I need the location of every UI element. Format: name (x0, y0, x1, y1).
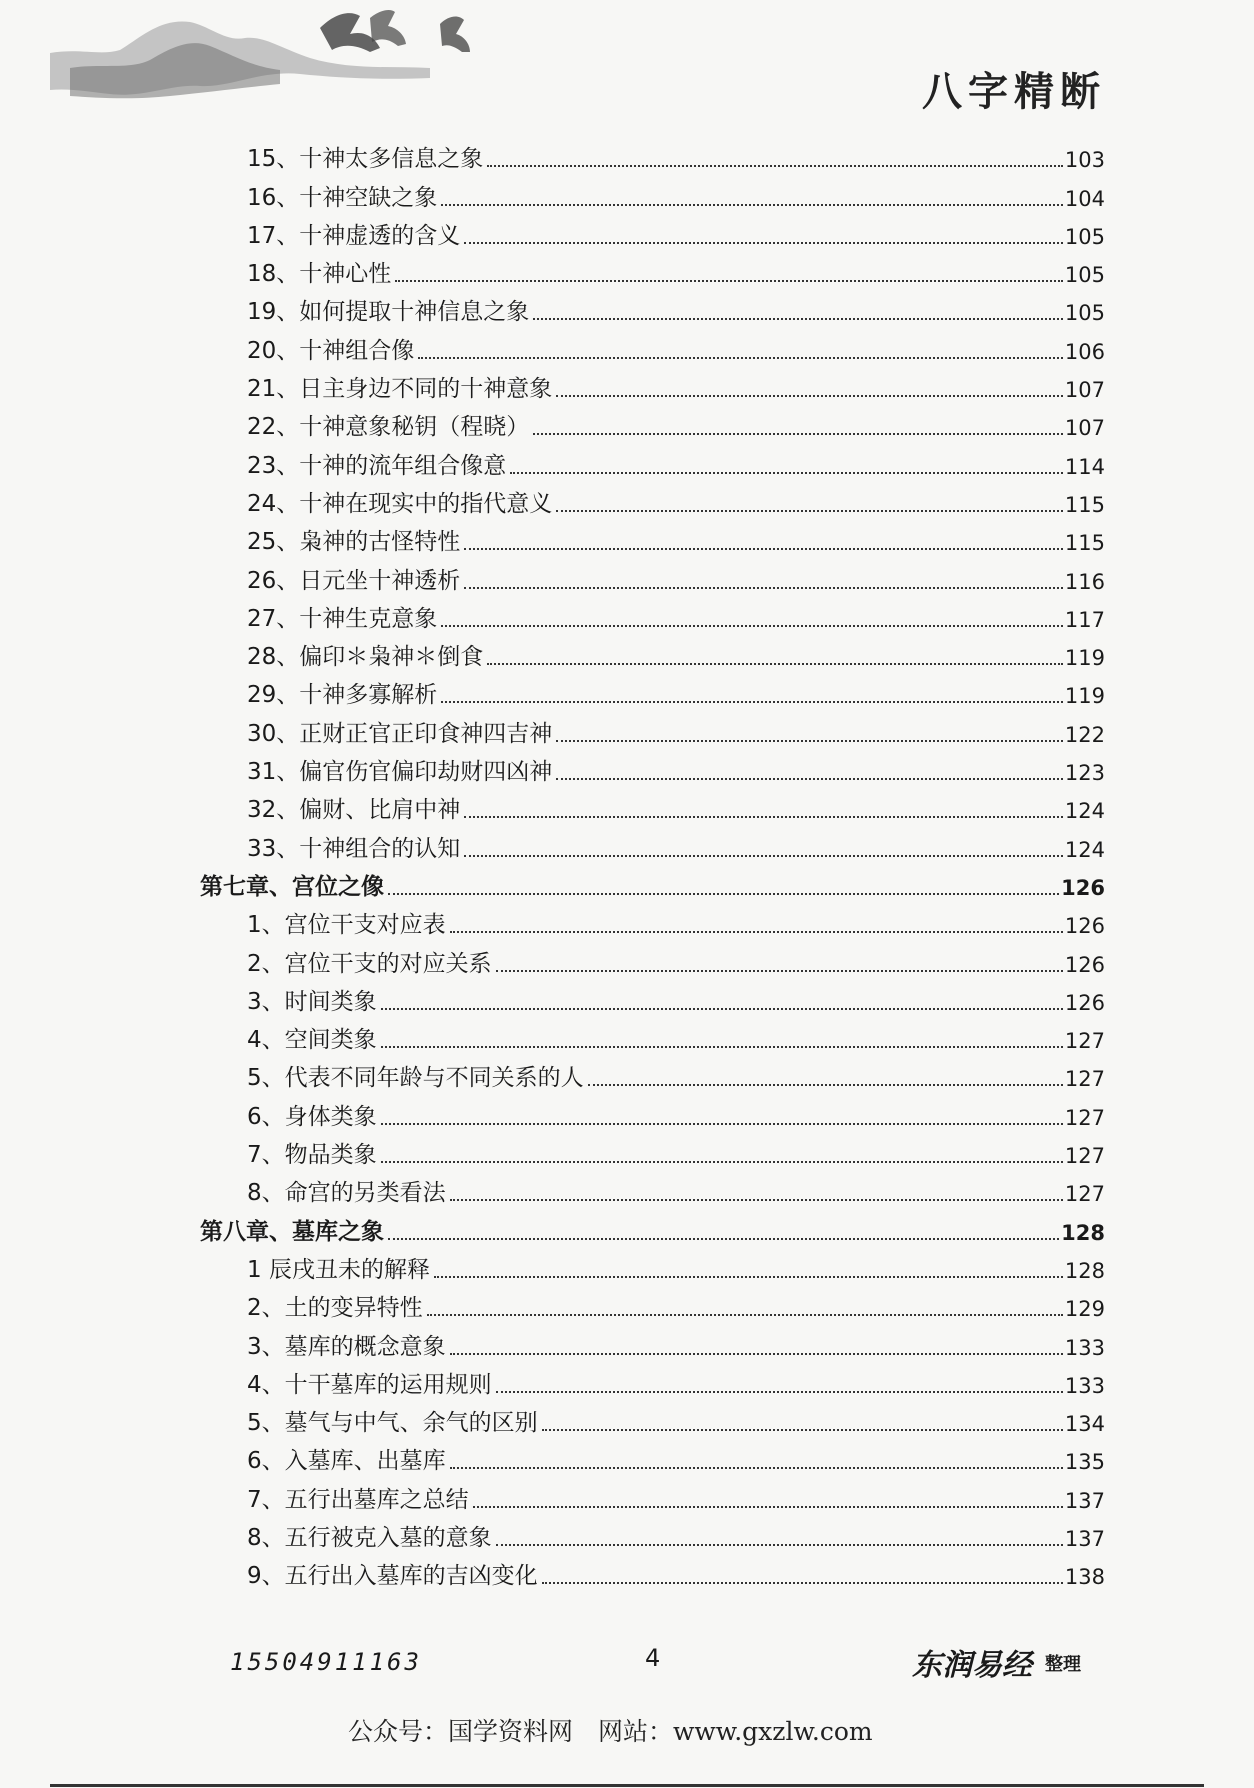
toc-entry-label: 18、十神心性 (247, 261, 392, 288)
toc-dot-leader (388, 893, 1059, 895)
toc-dot-leader (381, 1008, 1063, 1010)
toc-dot-leader (464, 855, 1063, 857)
toc-entry-row[interactable] (200, 1129, 1105, 1167)
footer-page-number: 4 (645, 1644, 661, 1672)
toc-entry-label: 17、十神虚透的含义 (247, 222, 461, 249)
toc-entry-label: 4、十干墓库的运用规则 (247, 1371, 492, 1398)
toc-entry-row[interactable] (200, 1014, 1105, 1052)
toc-page-number: 128 (1064, 1258, 1105, 1283)
toc-dot-leader (450, 1353, 1063, 1355)
toc-entry-row[interactable] (200, 1550, 1105, 1588)
toc-entry-row[interactable] (200, 1473, 1105, 1511)
footer-editor-suffix: 整理 (1045, 1654, 1081, 1675)
toc-entry-row[interactable] (200, 171, 1105, 209)
toc-entry-label: 32、偏财、比肩中神 (247, 797, 461, 824)
toc-page-number: 115 (1064, 492, 1105, 517)
toc-entry-label: 6、入墓库、出墓库 (247, 1448, 446, 1475)
toc-dot-leader (556, 778, 1063, 780)
toc-page-number: 134 (1064, 1412, 1105, 1437)
toc-chapter-row[interactable] (200, 861, 1105, 899)
toc-dot-leader (496, 1544, 1063, 1546)
toc-dot-leader (464, 242, 1063, 244)
toc-entry-label: 27、十神生克意象 (247, 605, 438, 632)
toc-page-number: 126 (1061, 875, 1105, 900)
toc-page-number: 117 (1064, 607, 1105, 632)
toc-entry-label: 2、土的变异特性 (247, 1295, 423, 1322)
toc-entry-row[interactable] (200, 1359, 1105, 1397)
toc-dot-leader (588, 1084, 1063, 1086)
toc-page-number: 105 (1064, 301, 1105, 326)
toc-entry-label: 第八章、墓库之象 (200, 1218, 384, 1245)
toc-page-number: 107 (1064, 416, 1105, 441)
toc-dot-leader (441, 701, 1063, 703)
toc-page-number: 127 (1064, 1029, 1105, 1054)
toc-entry-row[interactable] (200, 1090, 1105, 1128)
toc-page-number: 107 (1064, 378, 1105, 403)
toc-page-number: 122 (1064, 722, 1105, 747)
toc-entry-label: 5、墓气与中气、余气的区别 (247, 1410, 538, 1437)
toc-entry-label: 5、代表不同年龄与不同关系的人 (247, 1065, 584, 1092)
toc-page-number: 116 (1064, 569, 1105, 594)
toc-entry-label: 3、墓库的概念意象 (247, 1333, 446, 1360)
toc-dot-leader (510, 472, 1063, 474)
toc-dot-leader (542, 1582, 1063, 1584)
book-title: 八字精断 (922, 68, 1106, 115)
toc-dot-leader (464, 816, 1063, 818)
toc-dot-leader (388, 1238, 1059, 1240)
toc-entry-row[interactable] (200, 133, 1105, 171)
toc-entry-label: 28、偏印＊枭神＊倒食 (247, 644, 484, 671)
toc-page-number: 119 (1064, 684, 1105, 709)
toc-entry-label: 8、五行被克入墓的意象 (247, 1524, 492, 1551)
toc-entry-label: 25、枭神的古怪特性 (247, 529, 461, 556)
toc-entry-row[interactable] (200, 631, 1105, 669)
toc-entry-row[interactable] (200, 478, 1105, 516)
toc-page-number: 127 (1064, 1105, 1105, 1130)
toc-page-number: 105 (1064, 224, 1105, 249)
toc-chapter-row[interactable] (200, 1205, 1105, 1243)
toc-dot-leader (381, 1161, 1063, 1163)
toc-page-number: 137 (1064, 1526, 1105, 1551)
footer-source-line: 公众号：国学资料网 网站：www.gxzlw.com (348, 1717, 873, 1746)
toc-entry-row[interactable] (200, 439, 1105, 477)
toc-dot-leader (450, 931, 1063, 933)
toc-entry-row[interactable] (200, 669, 1105, 707)
toc-page-number: 137 (1064, 1488, 1105, 1513)
toc-entry-row[interactable] (200, 210, 1105, 248)
toc-entry-row[interactable] (200, 554, 1105, 592)
toc-entry-row[interactable] (200, 401, 1105, 439)
toc-entry-label: 22、十神意象秘钥（程晓） (247, 414, 530, 441)
toc-page-number: 129 (1064, 1297, 1105, 1322)
toc-entry-row[interactable] (200, 593, 1105, 631)
toc-entry-row[interactable] (200, 976, 1105, 1014)
toc-dot-leader (542, 1429, 1063, 1431)
toc-dot-leader (473, 1506, 1063, 1508)
toc-dot-leader (434, 1276, 1063, 1278)
toc-entry-label: 1、宫位干支对应表 (247, 912, 446, 939)
toc-dot-leader (533, 433, 1063, 435)
toc-entry-label: 8、命宫的另类看法 (247, 1180, 446, 1207)
toc-page-number: 133 (1064, 1335, 1105, 1360)
toc-entry-row[interactable] (200, 1167, 1105, 1205)
toc-entry-row[interactable] (200, 822, 1105, 860)
toc-entry-label: 33、十神组合的认知 (247, 835, 461, 862)
toc-entry-label: 29、十神多寡解析 (247, 682, 438, 709)
toc-entry-row[interactable] (200, 286, 1105, 324)
toc-page-number: 114 (1064, 454, 1105, 479)
toc-entry-label: 21、日主身边不同的十神意象 (247, 376, 553, 403)
toc-page-number: 124 (1064, 799, 1105, 824)
toc-entry-label: 第七章、宫位之像 (200, 873, 384, 900)
toc-page-number: 135 (1064, 1450, 1105, 1475)
toc-entry-row[interactable] (200, 784, 1105, 822)
footer-editor-name: 东润易经 (912, 1648, 1032, 1683)
toc-page-number: 105 (1064, 263, 1105, 288)
toc-entry-row[interactable] (200, 363, 1105, 401)
toc-entry-row[interactable] (200, 707, 1105, 745)
toc-entry-row[interactable] (200, 1244, 1105, 1282)
toc-dot-leader (496, 970, 1063, 972)
toc-page-number: 103 (1064, 148, 1105, 173)
toc-entry-row[interactable] (200, 1435, 1105, 1473)
toc-dot-leader (533, 318, 1063, 320)
toc-entry-row[interactable] (200, 248, 1105, 286)
toc-page-number: 115 (1064, 531, 1105, 556)
toc-dot-leader (556, 395, 1063, 397)
table-of-contents (200, 133, 1105, 1588)
toc-page-number: 133 (1064, 1373, 1105, 1398)
toc-dot-leader (464, 548, 1063, 550)
toc-page-number: 127 (1064, 1144, 1105, 1169)
toc-entry-row[interactable] (200, 516, 1105, 554)
toc-page-number: 127 (1064, 1182, 1105, 1207)
toc-entry-label: 2、宫位干支的对应关系 (247, 950, 492, 977)
toc-entry-label: 26、日元坐十神透析 (247, 567, 461, 594)
toc-entry-row[interactable] (200, 1282, 1105, 1320)
toc-dot-leader (381, 1046, 1063, 1048)
toc-dot-leader (441, 625, 1063, 627)
toc-entry-label: 7、物品类象 (247, 1142, 377, 1169)
mountain-crane-illustration (50, 8, 570, 128)
toc-dot-leader (487, 663, 1063, 665)
toc-entry-label: 20、十神组合像 (247, 337, 415, 364)
page-bottom-rule (50, 1784, 1204, 1787)
toc-page-number: 127 (1064, 1067, 1105, 1092)
toc-dot-leader (418, 357, 1063, 359)
toc-entry-label: 23、十神的流年组合像意 (247, 452, 507, 479)
footer-phone-number: 15504911163 (230, 1648, 422, 1676)
toc-dot-leader (395, 280, 1063, 282)
toc-entry-row[interactable] (200, 1052, 1105, 1090)
toc-entry-row[interactable] (200, 1320, 1105, 1358)
toc-page-number: 126 (1064, 990, 1105, 1015)
toc-entry-label: 24、十神在现实中的指代意义 (247, 490, 553, 517)
toc-dot-leader (427, 1314, 1063, 1316)
toc-page-number: 126 (1064, 952, 1105, 977)
toc-dot-leader (487, 165, 1063, 167)
toc-dot-leader (441, 204, 1063, 206)
toc-page-number: 126 (1064, 914, 1105, 939)
toc-page-number: 104 (1064, 186, 1105, 211)
toc-entry-row[interactable] (200, 937, 1105, 975)
toc-dot-leader (450, 1467, 1063, 1469)
toc-entry-label: 6、身体类象 (247, 1103, 377, 1130)
toc-dot-leader (450, 1199, 1063, 1201)
toc-entry-label: 19、如何提取十神信息之象 (247, 299, 530, 326)
toc-entry-label: 3、时间类象 (247, 988, 377, 1015)
toc-page-number: 119 (1064, 646, 1105, 671)
toc-dot-leader (556, 510, 1063, 512)
toc-entry-row[interactable] (200, 746, 1105, 784)
toc-dot-leader (381, 1123, 1063, 1125)
toc-entry-label: 30、正财正官正印食神四吉神 (247, 720, 553, 747)
toc-page-number: 123 (1064, 761, 1105, 786)
toc-dot-leader (496, 1391, 1063, 1393)
toc-entry-label: 16、十神空缺之象 (247, 184, 438, 211)
toc-entry-row[interactable] (200, 1512, 1105, 1550)
toc-page-number: 138 (1064, 1565, 1105, 1590)
toc-page-number: 106 (1064, 339, 1105, 364)
toc-entry-row[interactable] (200, 324, 1105, 362)
toc-dot-leader (464, 587, 1063, 589)
toc-page-number: 124 (1064, 837, 1105, 862)
toc-entry-label: 4、空间类象 (247, 1027, 377, 1054)
toc-entry-label: 1 辰戌丑未的解释 (247, 1256, 430, 1283)
toc-entry-label: 7、五行出墓库之总结 (247, 1486, 469, 1513)
toc-page-number: 128 (1061, 1220, 1105, 1245)
toc-entry-label: 31、偏官伤官偏印劫财四凶神 (247, 759, 553, 786)
toc-dot-leader (556, 740, 1063, 742)
toc-entry-label: 9、五行出入墓库的吉凶变化 (247, 1563, 538, 1590)
toc-entry-row[interactable] (200, 899, 1105, 937)
toc-entry-row[interactable] (200, 1397, 1105, 1435)
toc-entry-label: 15、十神太多信息之象 (247, 146, 484, 173)
